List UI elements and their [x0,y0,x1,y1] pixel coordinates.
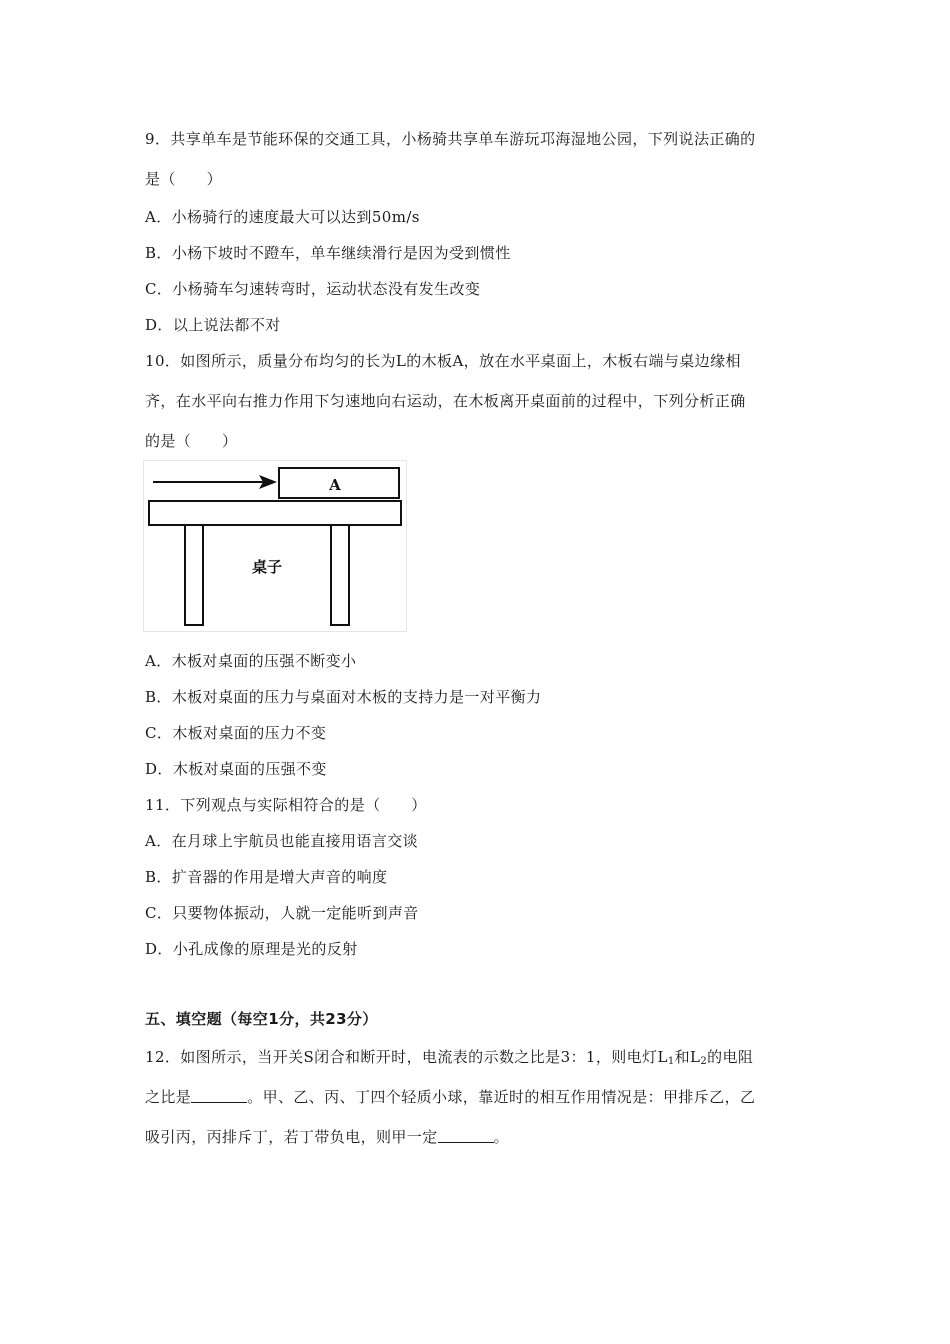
table-leg-right [331,525,349,625]
q9-option-a: A．小杨骑行的速度最大可以达到50m/s [145,208,420,226]
table-label: 桌子 [251,558,283,576]
q11-option-b: B．扩音器的作用是增大声音的响度 [145,868,388,886]
q12-line2-text-b: 。甲、乙、丙、丁四个轻质小球，靠近时的相互作用情况是：甲排斥乙，乙 [247,1088,756,1106]
table-leg-left [185,525,203,625]
q12-line3-text-a: 吸引丙，丙排斥丁，若丁带负电，则甲一定 [145,1128,438,1146]
q9-stem-line1: 9．共享单车是节能环保的交通工具，小杨骑共享单车游玩邛海湿地公园，下列说法正确的 [145,130,756,148]
q12-line3 [145,1126,509,1147]
q9-option-b: B．小杨下坡时不蹬车，单车继续滑行是因为受到惯性 [145,244,511,262]
q11-option-d: D．小孔成像的原理是光的反射 [145,940,358,958]
q10-option-d: D．木板对桌面的压强不变 [145,760,327,778]
q9-stem-line2: 是（ ） [145,170,223,188]
q9-option-c: C．小杨骑车匀速转弯时，运动状态没有发生改变 [145,280,481,298]
q12-line1-text-a: 12．如图所示，当开关S闭合和断开时，电流表的示数之比是3：1，则电灯L [145,1048,668,1066]
q10-option-a: A．木板对桌面的压强不断变小 [145,652,357,670]
answer-blank-2[interactable] [438,1128,494,1143]
q10-stem-line2: 齐，在水平向右推力作用下匀速地向右运动，在木板离开桌面前的过程中，下列分析正确 [145,392,746,410]
q12-line1-text-c: 的电阻 [707,1048,754,1066]
q9-option-d: D．以上说法都不对 [145,316,281,334]
board-a-label: A [329,476,341,494]
q10-stem-line3: 的是（ ） [145,432,238,450]
q12-line1 [145,1046,753,1067]
table-top [149,501,401,525]
board-on-table-figure [143,460,407,632]
q11-stem: 11．下列观点与实际相符合的是（ ） [145,796,427,814]
subscript-1: 1 [667,1056,675,1067]
q10-stem-line1: 10．如图所示，质量分布均匀的长为L的木板A，放在水平桌面上，木板右端与桌边缘相 [145,352,741,370]
q12-line1-text-b: 和L [674,1048,701,1066]
section-5-title: 五、填空题（每空1分，共23分） [145,1010,378,1028]
subscript-2: 2 [700,1056,708,1067]
q10-option-b: B．木板对桌面的压力与桌面对木板的支持力是一对平衡力 [145,688,542,706]
q11-option-a: A．在月球上宇航员也能直接用语言交谈 [145,832,419,850]
q12-line2-text-a: 之比是 [145,1088,192,1106]
q10-option-c: C．木板对桌面的压力不变 [145,724,327,742]
answer-blank-1[interactable] [191,1088,247,1103]
q12-line3-text-b: 。 [493,1128,510,1146]
q12-line2 [145,1086,755,1107]
q11-option-c: C．只要物体振动，人就一定能听到声音 [145,904,419,922]
